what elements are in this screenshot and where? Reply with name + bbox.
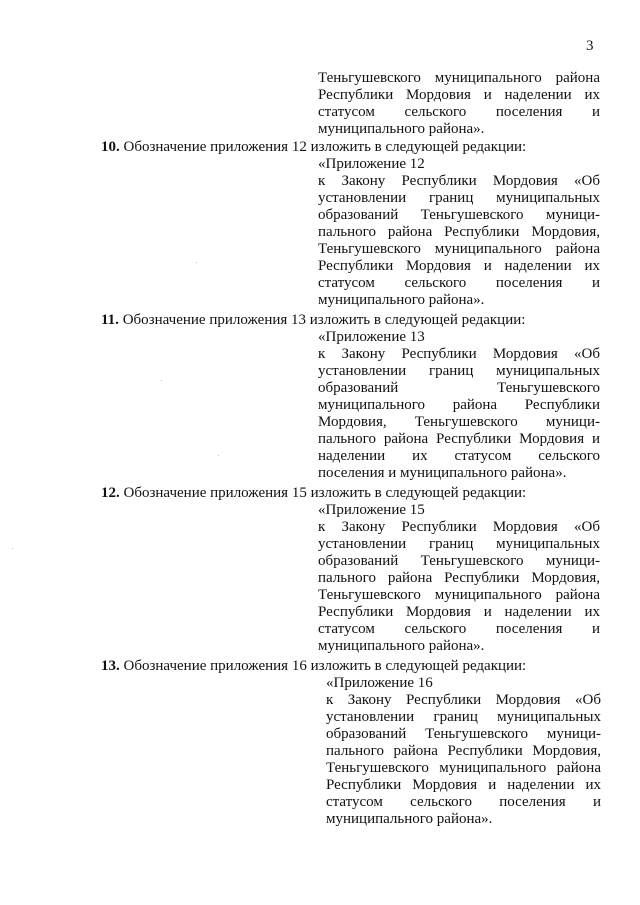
appendix-block [326, 675, 601, 828]
text-line: статусом сельского поселения и [326, 794, 601, 810]
appendix-title: «Приложение 15 [318, 502, 425, 518]
text-line: Республики Мордовия и наделении их [318, 258, 600, 274]
text-line: Республики Мордовия и наделении их [326, 777, 601, 793]
text-line: муниципального района». [326, 811, 493, 827]
intro-block [318, 70, 600, 138]
text-line: Теньгушевского муниципального района [318, 241, 600, 257]
text-line: образований Теньгушевского муници- [326, 726, 601, 742]
text-line: пального района Республики Мордовия, [326, 743, 601, 759]
text-line: установлении границ муниципальных [318, 363, 600, 379]
text-line: статусом сельского поселения и [318, 621, 600, 637]
appendix-title: «Приложение 12 [318, 156, 425, 172]
text-line: муниципального района Республики [318, 397, 600, 413]
text-line: к Закону Республики Мордовия «Об [318, 173, 600, 189]
scan-speck [12, 548, 13, 549]
text-line: к Закону Республики Мордовия «Об [318, 346, 600, 362]
text-line: к Закону Республики Мордовия «Об [326, 692, 601, 708]
text-line: Республики Мордовия и наделении их [318, 604, 600, 620]
appendix-block [318, 329, 600, 482]
section-heading [101, 139, 526, 156]
text-line: наделении их статусом сельского [318, 448, 600, 464]
scan-speck [161, 380, 162, 381]
text-line: Республики Мордовия и наделении их [318, 87, 600, 103]
section-heading [101, 658, 526, 675]
text-line: установлении границ муниципальных [318, 190, 600, 206]
text-line: Теньгушевского муниципального района [326, 760, 601, 776]
text-line: образований Теньгушевского муници- [318, 553, 600, 569]
section-heading-text: Обозначение приложения 15 изложить в следующей редакции: [123, 485, 527, 501]
text-line: образований Теньгушевского муници- [318, 207, 600, 223]
section-number: 13. [101, 658, 120, 674]
appendix-block [318, 502, 600, 655]
text-line: Теньгушевского муниципального района [318, 70, 600, 86]
text-line: установлении границ муниципальных [326, 709, 601, 725]
text-line: пального района Республики Мордовия и [318, 431, 600, 447]
text-line: поселения и муниципального района». [318, 465, 567, 481]
text-line: пального района Республики Мордовия, [318, 570, 600, 586]
section-heading [101, 312, 525, 329]
section-number: 11. [101, 312, 119, 328]
section-heading-text: Обозначение приложения 13 изложить в следующей редакции: [122, 312, 526, 328]
page-number: 3 [586, 38, 594, 54]
text-line: к Закону Республики Мордовия «Об [318, 519, 600, 535]
text-line: муниципального района». [318, 292, 485, 308]
section-heading-text: Обозначение приложения 16 изложить в следующей редакции: [123, 658, 527, 674]
scan-speck [196, 262, 197, 263]
appendix-title: «Приложение 13 [318, 329, 425, 345]
text-line: муниципального района». [318, 638, 485, 654]
text-line: Теньгушевского муниципального района [318, 587, 600, 603]
text-line: пального района Республики Мордовия, [318, 224, 600, 240]
section-number: 10. [101, 139, 120, 155]
text-line: Мордовия, Теньгушевского муници- [318, 414, 600, 430]
text-line: установлении границ муниципальных [318, 536, 600, 552]
text-line: образований Теньгушевского [318, 380, 600, 396]
section-heading-text: Обозначение приложения 12 изложить в следующей редакции: [123, 139, 527, 155]
appendix-title: «Приложение 16 [326, 675, 433, 691]
appendix-block [318, 156, 600, 309]
text-line: статусом сельского поселения и [318, 104, 600, 120]
text-line: муниципального района». [318, 121, 485, 137]
text-line: статусом сельского поселения и [318, 275, 600, 291]
scan-speck [218, 455, 219, 456]
section-heading [101, 485, 526, 502]
section-number: 12. [101, 485, 120, 501]
